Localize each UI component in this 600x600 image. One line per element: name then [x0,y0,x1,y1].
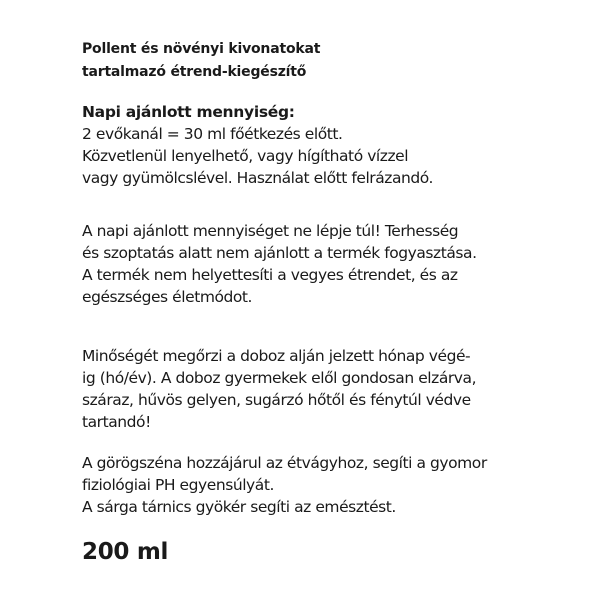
storage-section [82,345,476,433]
volume-label: 200 ml [82,539,169,565]
warning-line: A napi ajánlott mennyiséget ne lépje túl! Terhesség [82,222,459,240]
dosage-line: vagy gyümölcslével. Használat előtt felrázandó. [82,169,434,187]
warning-line: egészséges életmódot. [82,288,253,306]
storage-line: száraz, hűvös gelyen, sugárzó hőtől és fénytúl védve [82,391,471,409]
benefits-section [82,452,487,518]
warning-line: és szoptatás alatt nem ajánlott a termék fogyasztása. [82,244,477,262]
warning-line: A termék nem helyettesíti a vegyes étrendet, és az [82,266,458,284]
title-line: tartalmazó étrend-kiegészítő [82,64,307,80]
benefit-line: A görögszéna hozzájárul az étvágyhoz, segíti a gyomor [82,454,487,472]
warning-section [82,220,477,308]
storage-line: tartandó! [82,413,151,431]
storage-line: ig (hó/év). A doboz gyermekek elől gondosan elzárva, [82,369,477,387]
dosage-section [82,101,433,189]
product-title [82,38,320,84]
dosage-line: 2 evőkanál = 30 ml főétkezés előtt. [82,125,343,143]
title-line: Pollent és növényi kivonatokat [82,41,321,57]
dosage-line: Közvetlenül lenyelhető, vagy hígítható vízzel [82,147,409,165]
benefit-line: fiziológiai PH egyensúlyát. [82,476,274,494]
benefit-line: A sárga tárnics gyökér segíti az emésztést. [82,498,396,516]
dosage-heading: Napi ajánlott mennyiség: [82,103,295,121]
storage-line: Minőségét megőrzi a doboz alján jelzett hónap végé- [82,347,471,365]
